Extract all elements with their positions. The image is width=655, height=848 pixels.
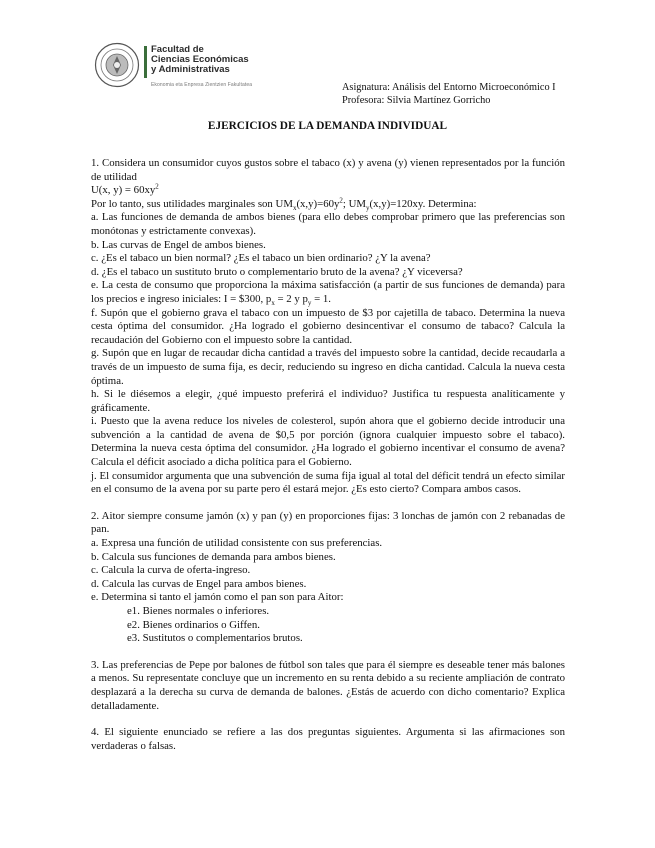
faculty-line-3: y Administrativas	[151, 64, 230, 75]
exercise-1-item-j: j. El consumidor argumenta que una subvención de suma fija igual al total del déficit tendrá un efecto similar en el consumo de la avena por su parte pero él estará mejor. ¿Es esto cierto? Compara ambos casos.	[91, 469, 565, 496]
exercise-2-item-e3: e3. Sustitutos o complementarios brutos.	[127, 632, 303, 645]
exercise-3-text: 3. Las preferencias de Pepe por balones de fútbol son tales que para él siempre es deseable tener más balones a menos. Su representate concluye que un incremento en su renta debido a su reciente ampliación de contrato desplazará a la derecha su curva de demanda de balones. ¿Estás de acuerdo con dicho comentario? Explica detalladamente.	[91, 658, 565, 712]
exercise-1-intro: 1. Considera un consumidor cuyos gustos sobre el tabaco (x) y avena (y) vienen representados por la función de utilidad	[91, 157, 565, 183]
professor-name: Profesora: Silvia Martínez Gorricho	[342, 95, 491, 106]
header-divider	[144, 46, 147, 78]
page-title: EJERCICIOS DE LA DEMANDA INDIVIDUAL	[207, 120, 448, 132]
exercise-2-intro: 2. Aitor siempre consume jamón (x) y pan (y) en proporciones fijas: 3 lonchas de jamón con 2 rebanadas de pan.	[91, 509, 565, 536]
exercise-1-item-b: b. Las curvas de Engel de ambos bienes.	[91, 238, 266, 251]
exercise-1-item-e: e. La cesta de consumo que proporciona la máxima satisfacción (a partir de sus funciones de demanda) para los precios e ingreso iniciales: I = $300, $p_x = 2$ y $p_y = 1$.	[91, 279, 565, 308]
exercise-2-item-e: e. Determina si tanto el jamón como el pan son para Aitor:	[91, 591, 344, 604]
exercise-2-item-d: d. Calcula las curvas de Engel para ambos bienes.	[91, 577, 307, 590]
course-info	[342, 81, 556, 107]
course-name: Asignatura: Análisis del Entorno Microeconómico I	[342, 82, 556, 93]
faculty-tagline: Ekonomia eta Enpresa Zientzien Fakultatea	[151, 82, 253, 88]
exercise-1-item-c: c. ¿Es el tabaco un bien normal? ¿Es el tabaco un bien ordinario? ¿Y la avena?	[91, 252, 431, 265]
exercise-1-item-i: i. Puesto que la avena reduce los niveles de colesterol, supón ahora que el gobierno decide introducir una subvención a la cantidad de avena de $0,5 por porción (ignora cualquier impuesto sobre el tabaco). Determina la nueva cesta óptima del consumidor. ¿Ha logrado el gobierno incentivar el consumo de avena? Calcula el déficit asociado a dicha política para el Gobierno.	[91, 415, 565, 469]
exercise-2-item-a: a. Expresa una función de utilidad consistente con sus preferencias.	[91, 537, 383, 550]
exercise-1-item-f: f. Supón que el gobierno grava el tabaco con un impuesto de $3 por cajetilla de tabaco. Determina la nueva cesta óptima del consumidor. ¿Ha logrado el gobierno desincentivar el consumo de tabaco? Calcula la recaudación del Gobierno con el impuesto sobre la cantidad.	[91, 306, 565, 346]
faculty-line-2: Ciencias Económicas	[151, 54, 249, 65]
university-seal-icon	[94, 42, 140, 88]
exercise-2-item-c: c. Calcula la curva de oferta-ingreso.	[91, 564, 251, 577]
marginal-utilities: Por lo tanto, sus utilidades marginales son $UM_x(x,y)=60y^2$; $UM_y(x,y)=120xy$. Determina:	[91, 196, 477, 212]
exercise-4-text: 4. El siguiente enunciado se refiere a las dos preguntas siguientes. Argumenta si las afirmaciones son verdaderas o falsas.	[91, 726, 565, 752]
exercise-2-item-b: b. Calcula sus funciones de demanda para ambos bienes.	[91, 550, 336, 563]
exercise-1-item-d: d. ¿Es el tabaco un sustituto bruto o complementario bruto de la avena? ¿Y viceversa?	[91, 265, 463, 278]
exercise-1-item-g: g. Supón que en lugar de recaudar dicha cantidad a través del impuesto sobre la cantidad, decide recaudarla a través de un impuesto de suma fija, es decir, reduciendo su ingreso en dicha cantidad. Calcula la nueva cesta óptima.	[91, 347, 565, 387]
exercise-1-item-h: h. Si le diésemos a elegir, ¿qué impuesto preferirá el individuo? Justifica tu respuesta analíticamente y gráficamente.	[91, 388, 565, 414]
exercise-2-item-e1: e1. Bienes normales o inferiores.	[127, 605, 270, 617]
exercise-1-item-a: a. Las funciones de demanda de ambos bienes (para ello debes comprobar primero que las preferencias son monótonas y estrictamente convexas).	[91, 211, 565, 237]
faculty-name	[151, 45, 249, 75]
faculty-line-1: Facultad de	[151, 44, 204, 55]
exercise-list	[91, 157, 565, 753]
faculty-header	[94, 42, 294, 92]
utility-formula: U(x, $y) = 60xy^2$	[91, 182, 159, 197]
exercise-2-item-e2: e2. Bienes ordinarios o Giffen.	[127, 618, 260, 631]
